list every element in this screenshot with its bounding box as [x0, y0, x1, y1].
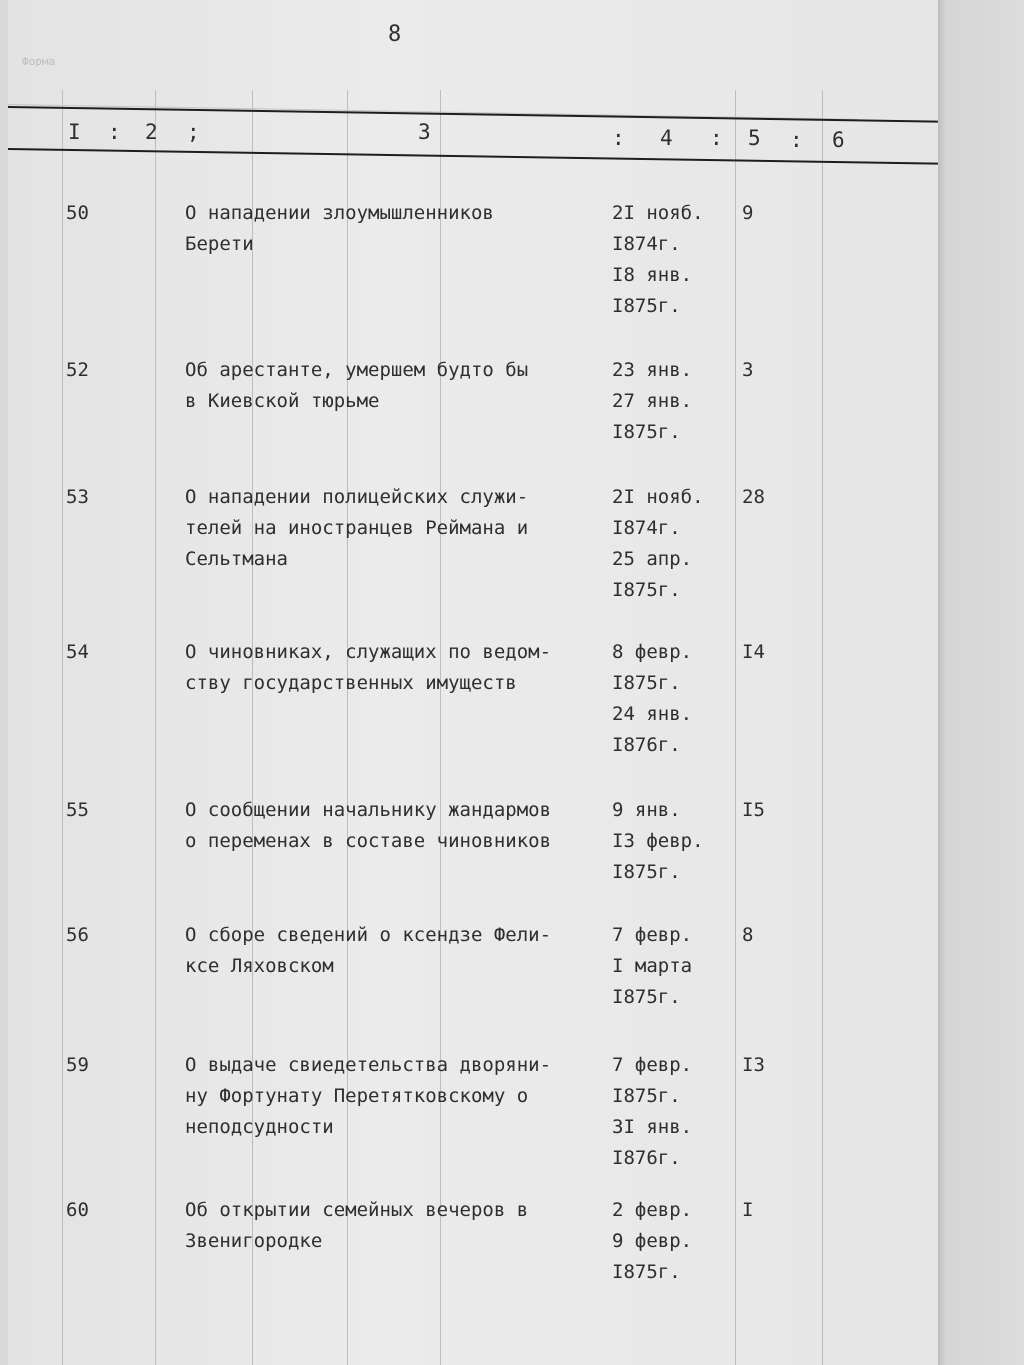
record-sheets: I4	[742, 641, 765, 663]
record-dates: 9 янв. I3 февр. I875г.	[612, 799, 704, 883]
record-title: О сборе сведений о ксендзе Фели- ксе Ляховском	[185, 924, 552, 977]
record-dates: 2I нояб. I874г. I8 янв. I875г.	[612, 202, 704, 317]
header-sep: :	[612, 126, 625, 150]
record-number: 60	[66, 1199, 89, 1221]
header-sep: :	[108, 120, 121, 144]
record-sheets: 3	[742, 359, 754, 381]
record-sheets: I5	[742, 799, 765, 821]
record-title: О чиновниках, служащих по ведом- ству государственных имуществ	[185, 641, 552, 694]
record-dates: 23 янв. 27 янв. I875г.	[612, 359, 693, 443]
column-rule	[62, 90, 63, 1365]
record-sheets: 9	[742, 202, 754, 224]
record-sheets: 8	[742, 924, 754, 946]
record-title: Об открытии семейных вечеров в Звенигородке	[185, 1199, 529, 1252]
header-sep: :	[790, 128, 803, 152]
record-number: 59	[66, 1054, 89, 1076]
record-number: 53	[66, 486, 89, 508]
page-edge	[938, 0, 1024, 1365]
record-title: О выдаче свиедетельства дворяни- ну Фортунату Перетятковскому о неподсудности	[185, 1054, 552, 1138]
header-col-4: 4	[660, 126, 673, 150]
record-title: О нападении полицейских служи- телей на иностранцев Реймана и Сельтмана	[185, 486, 529, 570]
record-title: О сообщении начальнику жандармов о переменах в составе чиновников	[185, 799, 552, 852]
record-sheets: 28	[742, 486, 765, 508]
record-dates: 8 февр. I875г. 24 янв. I876г.	[612, 641, 693, 756]
column-rule	[155, 90, 156, 1365]
record-number: 55	[66, 799, 89, 821]
record-sheets: I3	[742, 1054, 765, 1076]
record-title: Об арестанте, умершем будто бы в Киевской тюрьме	[185, 359, 529, 412]
header-sep: :	[710, 126, 723, 150]
column-rule	[252, 90, 253, 1365]
column-rule	[735, 90, 736, 1365]
header-col-6: 6	[832, 128, 845, 152]
record-dates: 7 февр. I марта I875г.	[612, 924, 693, 1008]
header-col-2: 2	[145, 120, 158, 144]
header-col-3: 3	[418, 120, 431, 144]
record-number: 56	[66, 924, 89, 946]
record-sheets: I	[742, 1199, 754, 1221]
record-title: О нападении злоумышленников Берети	[185, 202, 494, 255]
header-col-5: 5	[748, 126, 761, 150]
record-dates: 7 февр. I875г. 3I янв. I876г.	[612, 1054, 693, 1169]
record-number: 52	[66, 359, 89, 381]
header-col-1: I	[68, 120, 81, 144]
record-number: 50	[66, 202, 89, 224]
record-number: 54	[66, 641, 89, 663]
form-label: Форма	[22, 55, 56, 68]
record-dates: 2 февр. 9 февр. I875г.	[612, 1199, 693, 1283]
column-rule	[440, 90, 441, 1365]
header-sep: ;	[187, 120, 200, 144]
page-number: 8	[388, 22, 402, 47]
record-dates: 2I нояб. I874г. 25 апр. I875г.	[612, 486, 704, 601]
column-rule	[822, 90, 823, 1365]
column-rule	[347, 90, 348, 1365]
